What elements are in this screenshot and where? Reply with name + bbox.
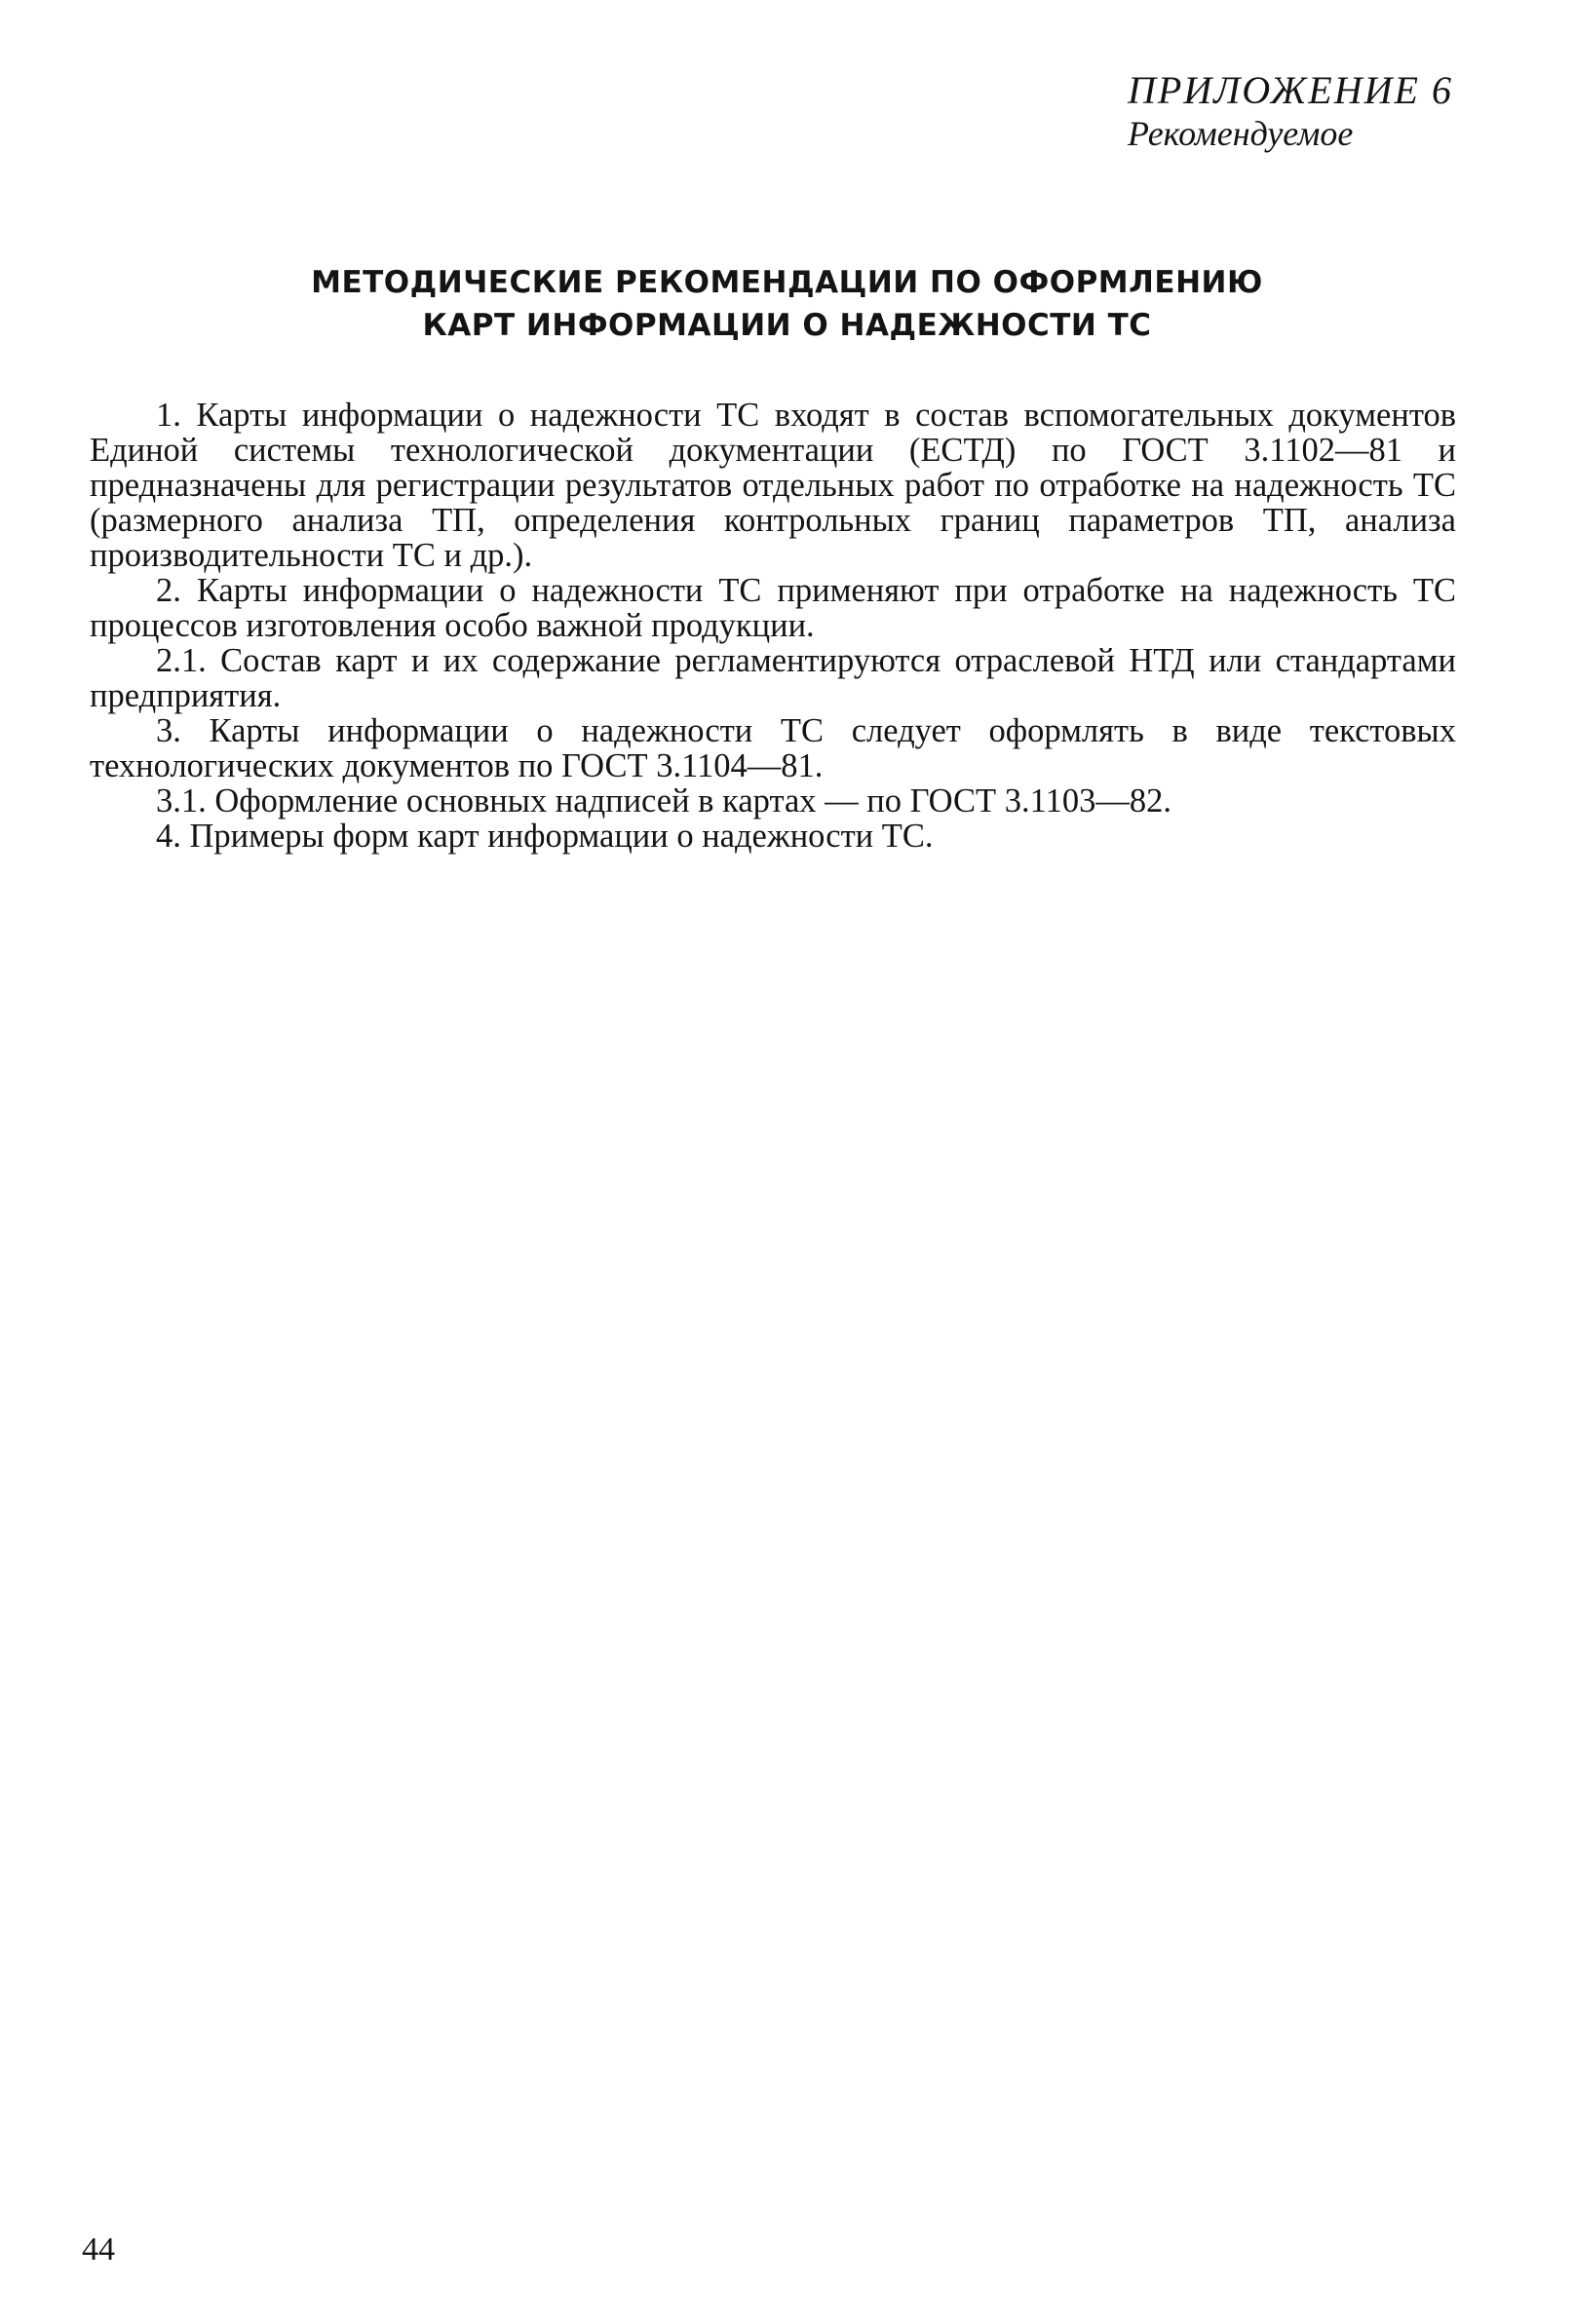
- paragraph-3-1: 3.1. Оформление основных надписей в картах — по ГОСТ 3.1103—82.: [156, 782, 1171, 819]
- document-title: [0, 261, 1574, 347]
- appendix-label: ПРИЛОЖЕНИЕ 6: [1128, 68, 1453, 112]
- paragraph-1: 1. Карты информации о надежности ТС входят в состав вспомогательных документов Единой системы технологической документации (ЕСТД) по ГОСТ 3.1102—81 и предназначены для регистрации результатов отдельных работ по отработке на надежность ТС (размерного анализа ТП, определения контрольных границ параметров ТП, анализа производительности ТС и др.).: [90, 397, 1456, 574]
- title-line-2: КАРТ ИНФОРМАЦИИ О НАДЕЖНОСТИ ТС: [422, 308, 1152, 343]
- title-line-1: МЕТОДИЧЕСКИЕ РЕКОМЕНДАЦИИ ПО ОФОРМЛЕНИЮ: [311, 265, 1263, 300]
- page-number: 44: [82, 2231, 115, 2267]
- paragraph-2: 2. Карты информации о надежности ТС применяют при отработке на надежность ТС процессов изготовления особо важной продукции.: [90, 572, 1456, 644]
- body-text: [90, 398, 1456, 854]
- paragraph-4: 4. Примеры форм карт информации о надежности ТС.: [156, 818, 934, 855]
- appendix-status: Рекомендуемое: [1128, 114, 1354, 153]
- paragraph-3: 3. Карты информации о надежности ТС следует оформлять в виде текстовых технологических документов по ГОСТ 3.1104—81.: [90, 712, 1456, 784]
- paragraph-2-1: 2.1. Состав карт и их содержание регламентируются отраслевой НТД или стандартами предприятия.: [90, 642, 1456, 714]
- appendix-header: [1128, 68, 1459, 154]
